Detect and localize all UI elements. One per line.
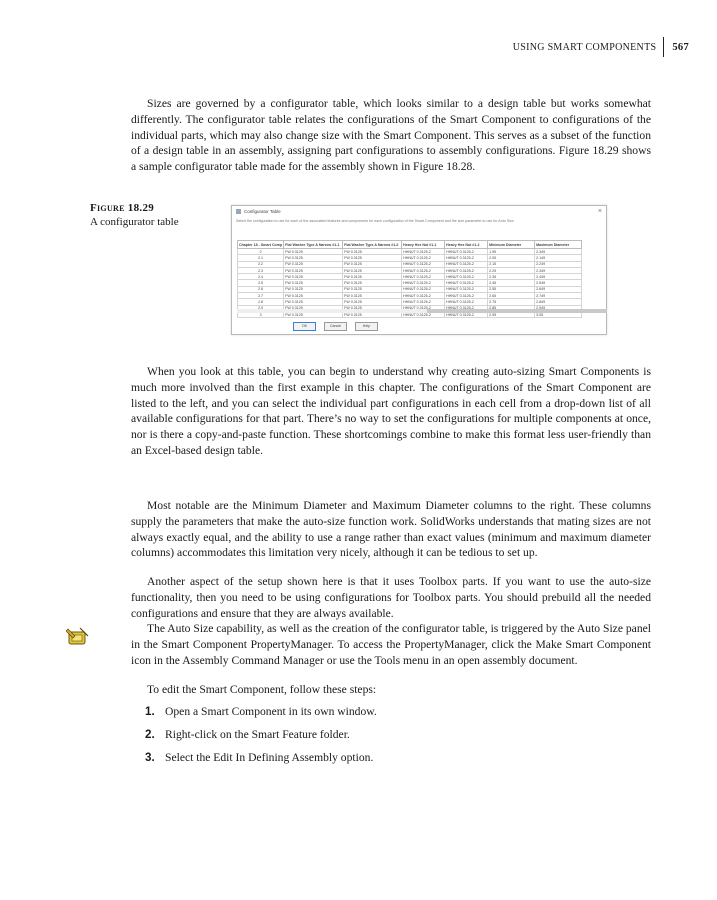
- column-header: Maximum Diameter: [535, 241, 582, 249]
- config-cell[interactable]: FW 0.3125: [284, 286, 343, 292]
- config-cell[interactable]: 2.549: [535, 280, 582, 286]
- config-cell[interactable]: FW 0.3125: [343, 311, 402, 317]
- config-cell[interactable]: 2.149: [535, 255, 582, 261]
- config-cell[interactable]: 2.15: [488, 261, 535, 267]
- step-item: [145, 704, 377, 719]
- config-cell[interactable]: 2.05: [488, 255, 535, 261]
- config-name-cell: 2: [238, 249, 284, 255]
- config-cell[interactable]: HHNUT 0.3125-2: [402, 255, 445, 261]
- step-number: 3.: [145, 751, 155, 764]
- configurator-table-dialog: [231, 205, 607, 335]
- config-name-cell: 2.6: [238, 286, 284, 292]
- config-cell[interactable]: 2.749: [535, 293, 582, 299]
- config-cell[interactable]: FW 0.3125: [284, 293, 343, 299]
- config-name-cell: 2.5: [238, 280, 284, 286]
- step-text: Right-click on the Smart Feature folder.: [165, 728, 350, 741]
- config-cell[interactable]: 2.95: [488, 311, 535, 317]
- step-item: [145, 750, 373, 765]
- config-cell[interactable]: 2.849: [535, 299, 582, 305]
- ok-button[interactable]: OK: [293, 322, 316, 331]
- config-cell[interactable]: 2.55: [488, 286, 535, 292]
- help-button[interactable]: Help: [355, 322, 378, 331]
- config-cell[interactable]: 1.95: [488, 249, 535, 255]
- dialog-titlebar: [232, 206, 606, 217]
- dialog-instruction: Select the configuration to use for each of the associated features and components for each configuration of the Smart Component and the size parameter to use for Auto Size.: [236, 219, 515, 223]
- app-icon: [236, 209, 241, 214]
- config-cell[interactable]: FW 0.3125: [284, 255, 343, 261]
- running-head: [513, 41, 689, 57]
- config-cell[interactable]: HHNUT 0.3125-2: [445, 274, 488, 280]
- config-cell[interactable]: HHNUT 0.3125-2: [445, 280, 488, 286]
- column-header: Minimum Diameter: [488, 241, 535, 249]
- config-cell[interactable]: HHNUT 0.3125-2: [402, 286, 445, 292]
- dialog-title: Configurator Table: [244, 209, 281, 214]
- config-cell[interactable]: FW 0.3125: [284, 299, 343, 305]
- column-header: Heavy Hex Nut #1-2: [445, 241, 488, 249]
- configurator-table: [237, 240, 582, 318]
- paragraph-steps-intro: To edit the Smart Component, follow these steps:: [147, 683, 377, 696]
- config-cell[interactable]: HHNUT 0.3125-2: [445, 267, 488, 273]
- config-cell[interactable]: HHNUT 0.3125-2: [402, 299, 445, 305]
- config-cell[interactable]: HHNUT 0.3125-2: [402, 249, 445, 255]
- paragraph-diameter-columns: Most notable are the Minimum Diameter and Maximum Diameter columns to the right. These columns supply the parameters that make the auto-size function work. SolidWorks understands that mating sizes are not always exactly equal, and the ability to use a range rather than exact values (minimum and maximum diameter columns) accommodates this limitation very nicely, although it can be tedious to set up.: [131, 499, 651, 560]
- config-cell[interactable]: 2.75: [488, 299, 535, 305]
- config-cell[interactable]: 3.05: [535, 311, 582, 317]
- config-cell[interactable]: FW 0.3125: [284, 280, 343, 286]
- config-cell[interactable]: 2.35: [488, 274, 535, 280]
- config-cell[interactable]: FW 0.3125: [284, 261, 343, 267]
- config-cell[interactable]: HHNUT 0.3125-2: [402, 274, 445, 280]
- config-cell[interactable]: 2.45: [488, 280, 535, 286]
- config-name-cell: 2.8: [238, 299, 284, 305]
- config-cell[interactable]: FW 0.3125: [343, 267, 402, 273]
- config-cell[interactable]: FW 0.3125: [343, 249, 402, 255]
- config-cell[interactable]: FW 0.3125: [343, 274, 402, 280]
- config-cell[interactable]: FW 0.3125: [343, 293, 402, 299]
- config-cell[interactable]: HHNUT 0.3125-2: [402, 280, 445, 286]
- config-cell[interactable]: HHNUT 0.3125-2: [445, 311, 488, 317]
- config-cell[interactable]: FW 0.3125: [284, 267, 343, 273]
- config-cell[interactable]: FW 0.3125: [343, 280, 402, 286]
- page-number: 567: [672, 42, 689, 53]
- pencil-tip-icon: [66, 626, 90, 648]
- paragraph-toolbox-parts: Another aspect of the setup shown here is that it uses Toolbox parts. If you want to use the auto-size functionality, then you need to be using configurations for Toolbox parts. You should prebuild all the needed configurations and ensure that they are always available.: [131, 575, 651, 620]
- figure-number: Figure 18.29: [90, 202, 155, 214]
- config-name-cell: 3: [238, 311, 284, 317]
- config-cell[interactable]: HHNUT 0.3125-2: [402, 311, 445, 317]
- config-cell[interactable]: HHNUT 0.3125-2: [445, 255, 488, 261]
- config-cell[interactable]: 2.349: [535, 267, 582, 273]
- config-cell[interactable]: FW 0.3125: [284, 311, 343, 317]
- config-cell[interactable]: HHNUT 0.3125-2: [402, 267, 445, 273]
- horizontal-scrollbar[interactable]: [237, 309, 600, 313]
- config-cell[interactable]: FW 0.3125: [343, 255, 402, 261]
- config-cell[interactable]: FW 0.3125: [343, 286, 402, 292]
- step-text: Select the Edit In Defining Assembly option.: [165, 751, 374, 764]
- step-number: 1.: [145, 705, 155, 718]
- config-cell[interactable]: FW 0.3125: [343, 261, 402, 267]
- figure-caption: [90, 201, 210, 229]
- config-cell[interactable]: 2.65: [488, 293, 535, 299]
- dialog-buttons: [293, 322, 378, 331]
- column-header: Flat Washer Type A Narrow #1-1: [284, 241, 343, 249]
- config-cell[interactable]: FW 0.3125: [284, 274, 343, 280]
- config-name-cell: 2.3: [238, 267, 284, 273]
- config-cell[interactable]: HHNUT 0.3125-2: [402, 293, 445, 299]
- config-cell[interactable]: 2.649: [535, 286, 582, 292]
- config-name-cell: 2.1: [238, 255, 284, 261]
- step-number: 2.: [145, 728, 155, 741]
- config-cell[interactable]: FW 0.3125: [284, 249, 343, 255]
- config-name-cell: 2.2: [238, 261, 284, 267]
- paragraph-table-explanation: When you look at this table, you can begin to understand why creating auto-sizing Smart Components is much more involved than the first example in this chapter. The configurations of the Smart Component are listed to the left, and you can select the individual part configurations in each cell from a drop-down list of all available configurations for that part. There’s no way to set the configurations for multiple components at once, nor is there a copy-and-paste function. These shortcomings combine to make this format less user-friendly than an Excel-based design table.: [131, 365, 651, 457]
- scrollbar-thumb[interactable]: [427, 309, 607, 313]
- column-header: Chapter 18 - Smart Comp: [239, 242, 283, 247]
- cancel-button[interactable]: Cancel: [324, 322, 347, 331]
- config-cell[interactable]: HHNUT 0.3125-2: [445, 299, 488, 305]
- config-cell[interactable]: HHNUT 0.3125-2: [445, 293, 488, 299]
- close-icon[interactable]: ×: [597, 208, 602, 215]
- paragraph-configurator-intro: Sizes are governed by a configurator table, which looks similar to a design table but works somewhat differently. The configurator table relates the configurations of the Smart Component to configurations of the individual parts, which may also change size with the Smart Component. This serves as a subset of the function of a design table in an assembly, assigning part configurations to assembly configurations. Figure 18.29 shows a sample configurator table made for the assembly shown in Figure 18.28.: [131, 97, 651, 174]
- column-header: Heavy Hex Nut #1-1: [402, 241, 445, 249]
- step-item: [145, 727, 350, 742]
- paragraph-auto-size: The Auto Size capability, as well as the creation of the configurator table, is triggered by the Auto Size panel in the Smart Component PropertyManager. To access the PropertyManager, click the Make Smart Component icon in the Assembly Command Manager or use the Tools menu in an open assembly document.: [131, 622, 651, 667]
- step-text: Open a Smart Component in its own window.: [165, 705, 377, 718]
- column-header: Flat Washer Type A Narrow #1-2: [343, 241, 402, 249]
- config-cell[interactable]: 2.349: [535, 249, 582, 255]
- config-cell[interactable]: 2.449: [535, 274, 582, 280]
- figure-caption-text: A configurator table: [90, 216, 179, 228]
- config-cell[interactable]: HHNUT 0.3125-2: [445, 261, 488, 267]
- config-cell[interactable]: HHNUT 0.3125-2: [445, 249, 488, 255]
- config-cell[interactable]: 2.249: [535, 261, 582, 267]
- config-cell[interactable]: 2.25: [488, 267, 535, 273]
- config-cell[interactable]: FW 0.3125: [343, 299, 402, 305]
- config-name-cell: 2.7: [238, 293, 284, 299]
- config-cell[interactable]: HHNUT 0.3125-2: [445, 286, 488, 292]
- config-cell[interactable]: HHNUT 0.3125-2: [402, 261, 445, 267]
- config-name-cell: 2.4: [238, 274, 284, 280]
- running-head-title: USING SMART COMPONENTS: [512, 42, 657, 53]
